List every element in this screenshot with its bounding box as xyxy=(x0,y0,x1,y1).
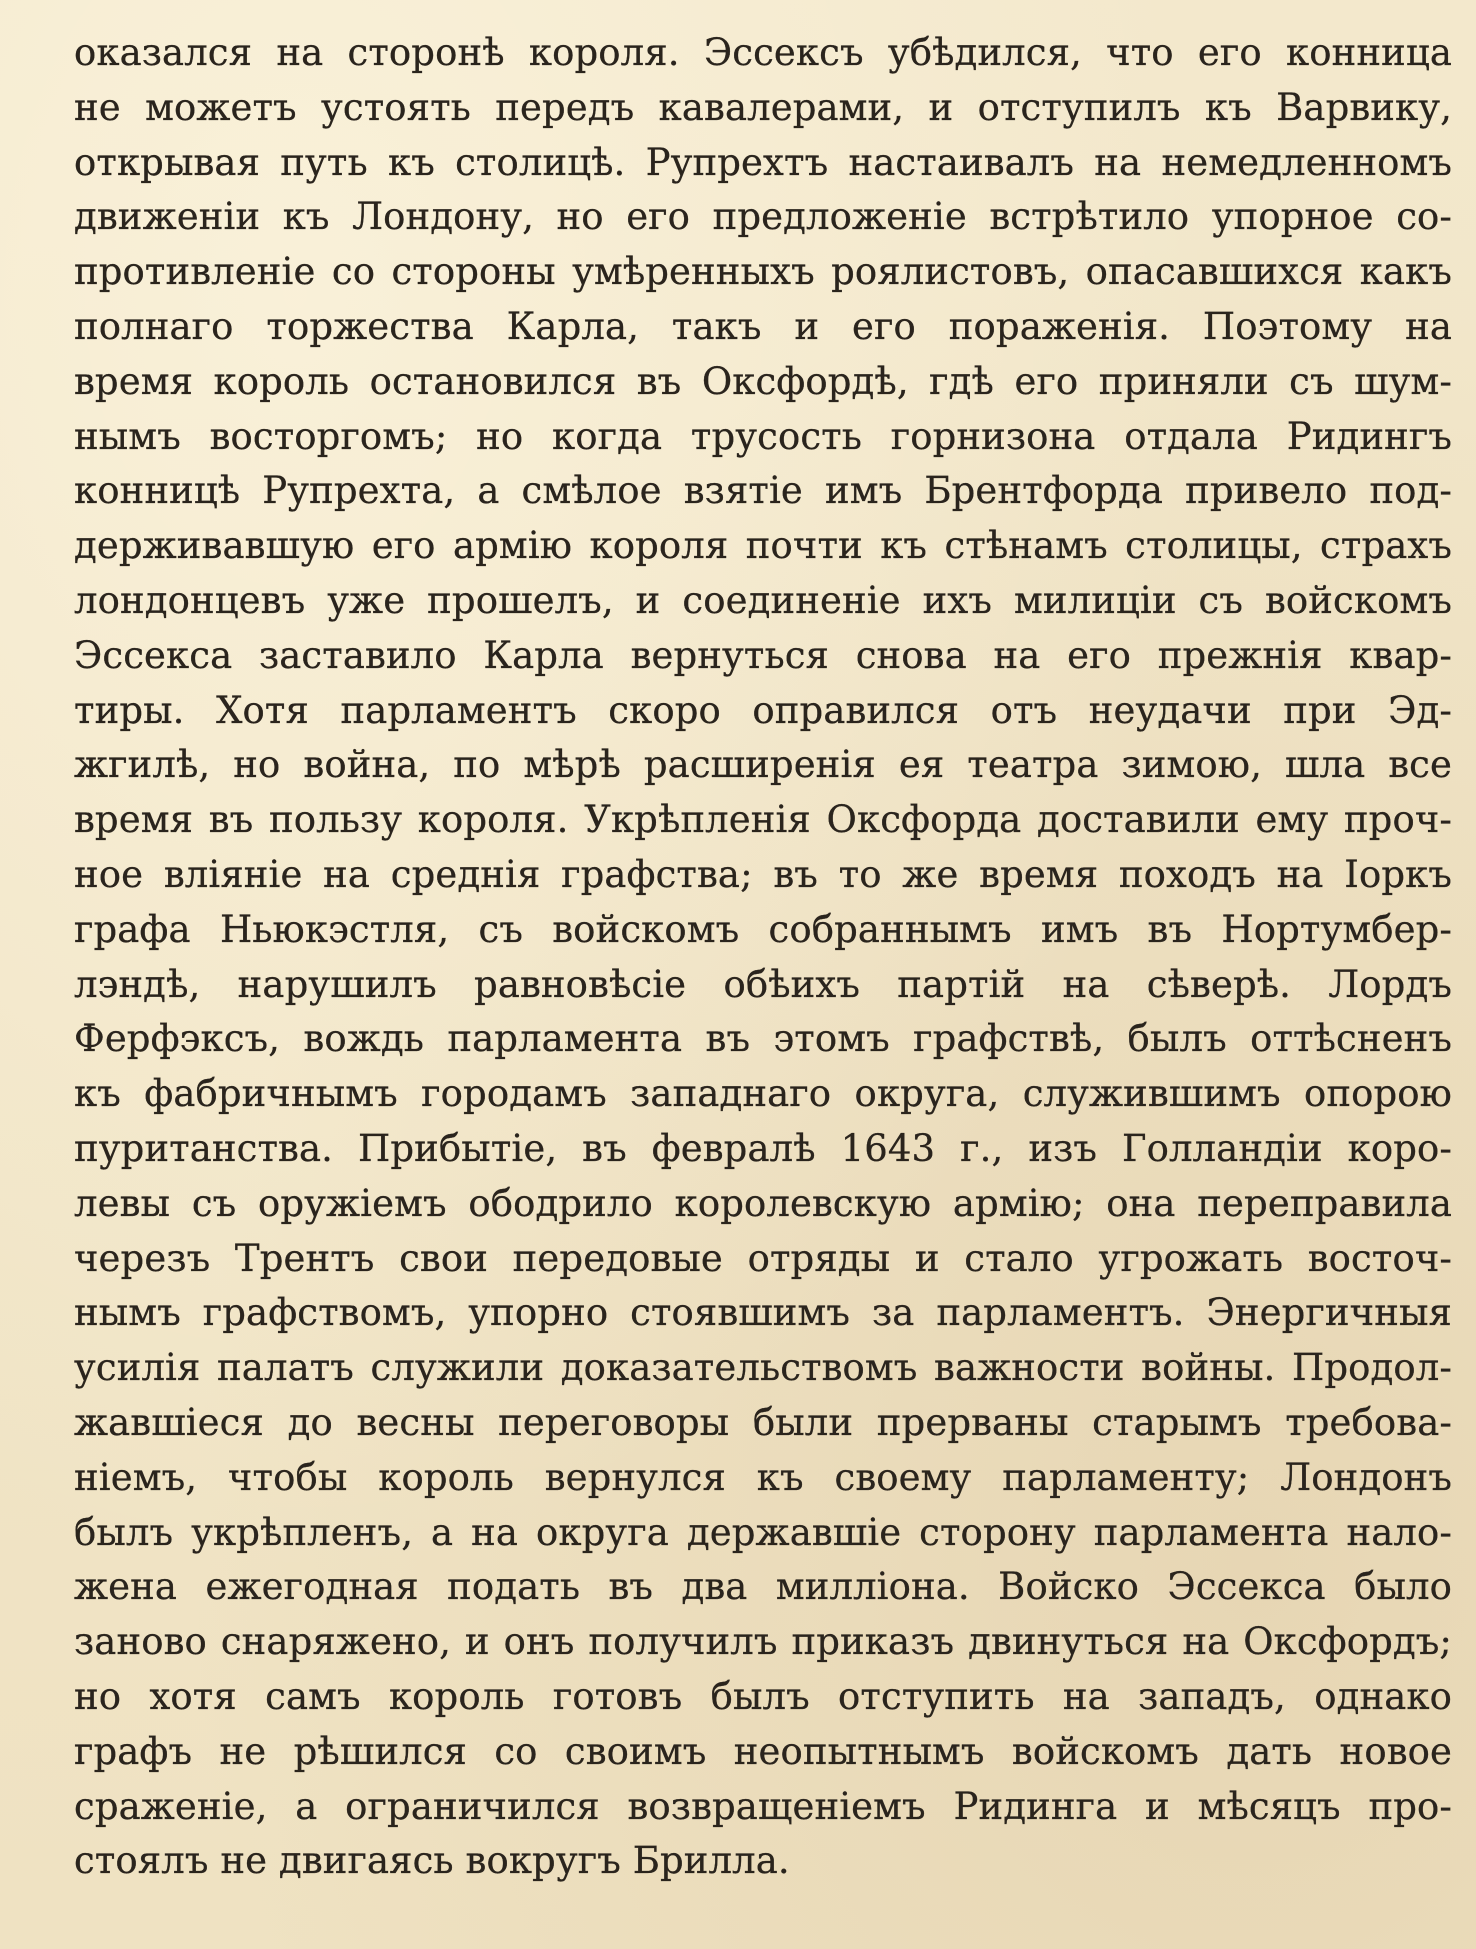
text-line-32: графъ не рѣшился со своимъ неопытнымъ войскомъ дать новое xyxy=(74,1729,1452,1773)
text-line-8: нымъ восторгомъ; но когда трусость горнизона отдала Ридингъ xyxy=(74,414,1452,458)
text-line-24: нымъ графствомъ, упорно стоявшимъ за парламентъ. Энергичныя xyxy=(74,1291,1452,1335)
text-line-13: тиры. Хотя парламентъ скоро оправился отъ неудачи при Эд- xyxy=(74,688,1452,732)
text-line-29: жена ежегодная подать въ два милліона. Войско Эссекса было xyxy=(74,1565,1452,1609)
text-line-12: Эссекса заставило Карла вернуться снова на его прежнія квар- xyxy=(74,633,1452,677)
text-line-2: не можетъ устоять передъ кавалерами, и отступилъ къ Варвику, xyxy=(74,85,1452,129)
text-line-4: движеніи къ Лондону, но его предложеніе встрѣтило упорное со- xyxy=(74,195,1452,239)
text-line-33: сраженіе, а ограничился возвращеніемъ Ридинга и мѣсяцъ про- xyxy=(74,1784,1452,1828)
text-line-31: но хотя самъ король готовъ былъ отступить на западъ, однако xyxy=(74,1674,1452,1718)
text-line-6: полнаго торжества Карла, такъ и его пораженія. Поэтому на xyxy=(74,304,1452,348)
text-line-7: время король остановился въ Оксфордѣ, гдѣ его приняли съ шум- xyxy=(74,359,1452,403)
text-line-10: держивавшую его армію короля почти къ стѣнамъ столицы, страхъ xyxy=(74,524,1452,568)
text-line-14: жгилѣ, но война, по мѣрѣ расширенія ея театра зимою, шла все xyxy=(74,743,1452,787)
text-line-11: лондонцевъ уже прошелъ, и соединеніе ихъ милиціи съ войскомъ xyxy=(74,578,1452,622)
text-line-26: жавшіеся до весны переговоры были прерваны старымъ требова- xyxy=(74,1400,1452,1444)
text-line-3: открывая путь къ столицѣ. Рупрехтъ настаивалъ на немедленномъ xyxy=(74,140,1452,184)
text-line-20: къ фабричнымъ городамъ западнаго округа, служившимъ опорою xyxy=(74,1072,1452,1116)
text-line-1: оказался на сторонѣ короля. Эссексъ убѣдился, что его конница xyxy=(74,31,1452,74)
text-line-16: ное вліяніе на среднія графства; въ то же время походъ на Іоркъ xyxy=(74,852,1452,896)
text-line-18: лэндѣ, нарушилъ равновѣсіе обѣихъ партій на сѣверѣ. Лордъ xyxy=(74,962,1452,1006)
text-line-28: былъ укрѣпленъ, а на округа державшіе сторону парламента нало- xyxy=(74,1510,1452,1554)
text-line-25: усилія палатъ служили доказательствомъ важности войны. Продол- xyxy=(74,1346,1452,1390)
text-line-15: время въ пользу короля. Укрѣпленія Оксфорда доставили ему проч- xyxy=(74,798,1452,842)
body-text xyxy=(74,26,1452,1889)
text-line-21: пуританства. Прибытіе, въ февралѣ 1643 г., изъ Голландіи коро- xyxy=(74,1126,1452,1170)
text-line-5: противленіе со стороны умѣренныхъ роялистовъ, опасавшихся какъ xyxy=(74,250,1452,294)
text-line-19: Ферфэксъ, вождь парламента въ этомъ графствѣ, былъ оттѣсненъ xyxy=(74,1017,1452,1061)
text-line-17: графа Ньюкэстля, съ войскомъ собраннымъ имъ въ Нортумбер- xyxy=(74,907,1452,951)
text-line-27: ніемъ, чтобы король вернулся къ своему парламенту; Лондонъ xyxy=(74,1455,1452,1499)
text-line-9: конницѣ Рупрехта, а смѣлое взятіе имъ Брентфорда привело под- xyxy=(74,469,1452,513)
text-line-34: стоялъ не двигаясь вокругъ Брилла. xyxy=(74,1839,790,1883)
text-line-22: левы съ оружіемъ ободрило королевскую армію; она переправила xyxy=(74,1181,1452,1225)
text-line-23: черезъ Трентъ свои передовые отряды и стало угрожать восточ- xyxy=(74,1236,1452,1280)
text-line-30: заново снаряжено, и онъ получилъ приказъ двинуться на Оксфордъ; xyxy=(74,1620,1452,1664)
